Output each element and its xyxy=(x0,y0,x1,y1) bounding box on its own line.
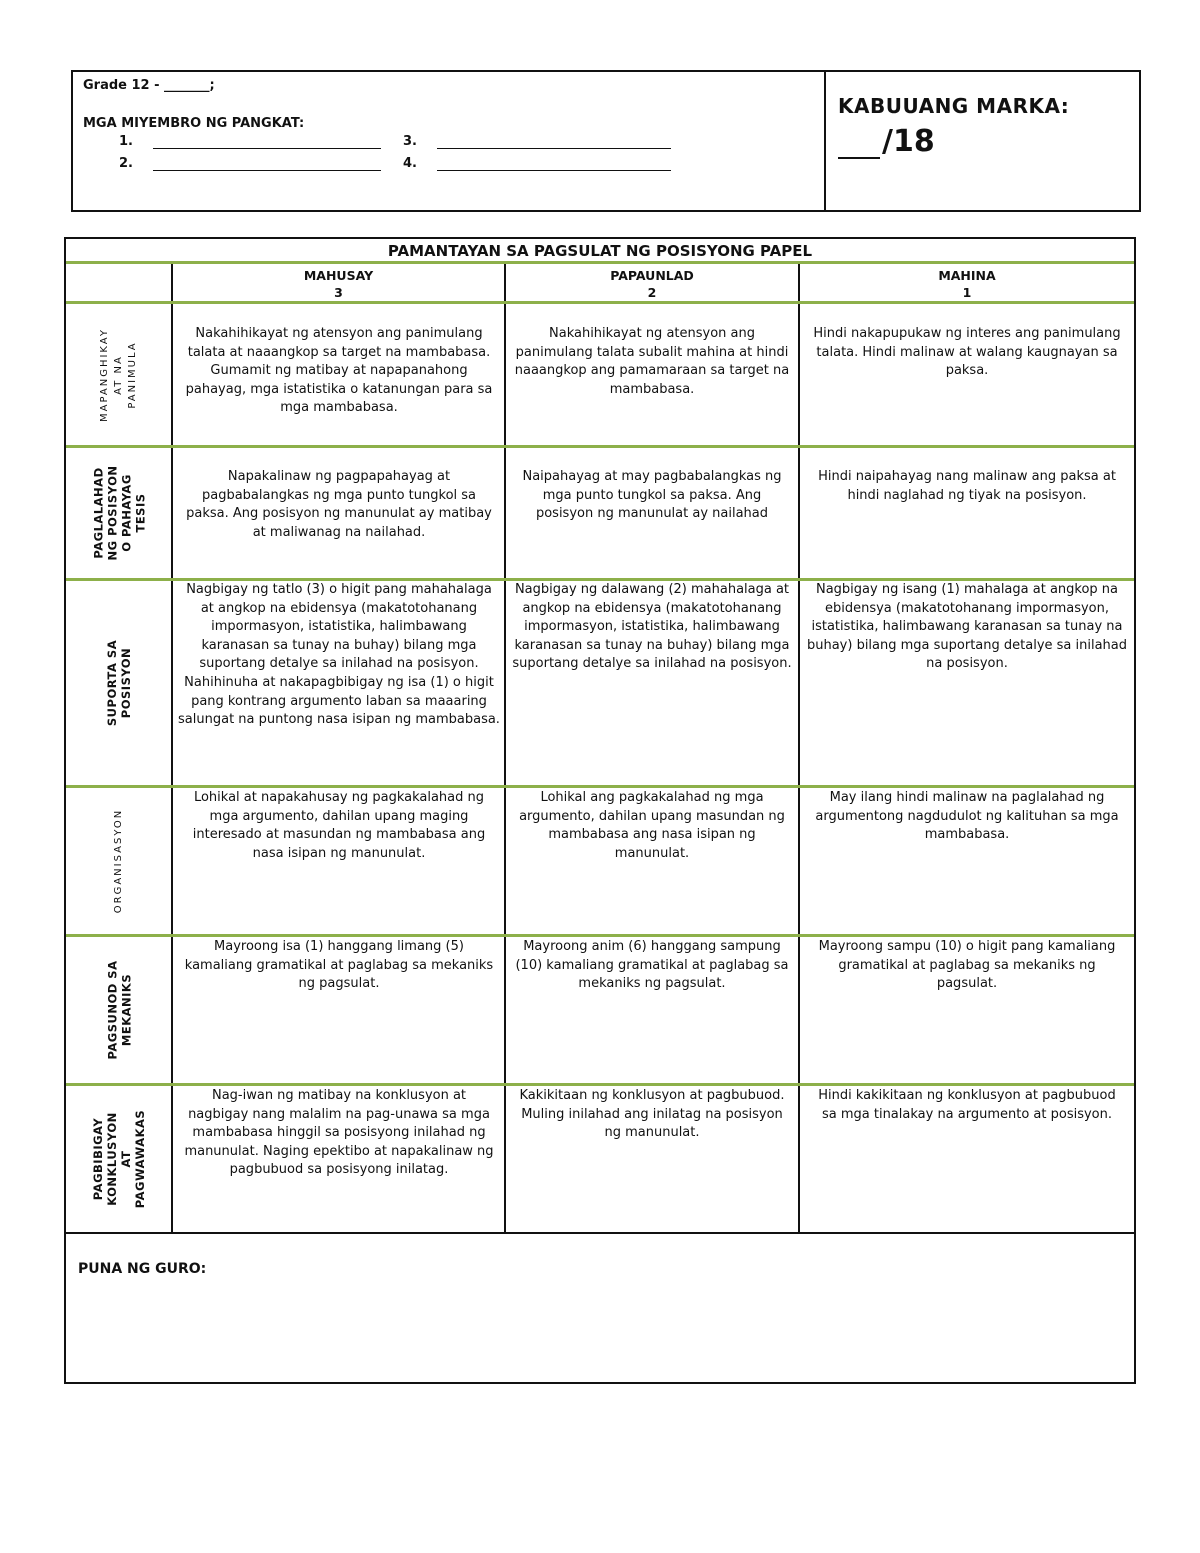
member-2-blank[interactable] xyxy=(153,158,381,171)
criterion-label: PAGSUNOD SA MEKANIKS xyxy=(105,960,133,1060)
level-papaunlad xyxy=(506,267,798,301)
criterion-label: PAGBIBIGAY KONKLUSYON AT PAGWAWAKAS xyxy=(91,1109,147,1209)
description-cell: Mayroong isa (1) hanggang limang (5) kamaliang gramatikal at paglabag sa mekaniks ng pagsulat. xyxy=(184,939,494,992)
description-cell: Hindi nakapupukaw ng interes ang panimulang talata. Hindi malinaw at walang kaugnayan sa paksa. xyxy=(813,326,1121,379)
header-box xyxy=(71,70,1141,212)
rubric-title: PAMANTAYAN SA PAGSULAT NG POSISYONG PAPEL xyxy=(66,239,1134,264)
description-cell: Kakikitaan ng konklusyon at pagbubuod. Muling inilahad ang inilatag na posisyon ng manunulat. xyxy=(519,1088,785,1141)
description-cell: Mayroong anim (6) hanggang sampung (10) kamaliang gramatikal at paglabag sa mekaniks ng pagsulat. xyxy=(515,939,789,992)
description-cell: Nagbigay ng dalawang (2) mahahalaga at angkop na ebidensya (makatotohanang impormasyon, istatistika, halimbawang karanasan sa tunay na buhay) bilang mga suportang detalye sa inilahad na posisyon. xyxy=(512,582,792,672)
row-separator xyxy=(66,785,1134,788)
column-divider xyxy=(798,264,800,1234)
score-label: KABUUANG MARKA: xyxy=(838,94,1070,118)
member-4-blank[interactable] xyxy=(437,158,671,171)
criterion-panimula xyxy=(66,304,172,445)
score-blank[interactable] xyxy=(838,131,880,159)
description-cell: Mayroong sampu (10) o higit pang kamaliang gramatikal at paglabag sa mekaniks ng pagsulat. xyxy=(818,939,1116,992)
member-number: 4. xyxy=(403,156,417,171)
member-1-blank[interactable] xyxy=(153,136,381,149)
member-1[interactable] xyxy=(119,134,381,149)
row-separator xyxy=(66,1083,1134,1086)
score-total-text: /18 xyxy=(882,124,935,159)
criterion-label: MAPANGHIKAY AT NA PANIMULA xyxy=(98,327,138,422)
criterion-posisyon xyxy=(66,448,172,578)
teacher-comments-label: PUNA NG GURO: xyxy=(78,1261,207,1277)
description-cell: Nakahihikayat ng atensyon ang panimulang talata at naaangkop sa target na mambabasa. Gumamit ng matibay at napapanahong pahayag, mga istatistika o katanungan para sa mga mambabasa. xyxy=(185,326,493,416)
member-number: 1. xyxy=(119,134,133,149)
criterion-label: ORGANISASYON xyxy=(112,808,124,914)
description-cell: Lohikal at napakahusay ng pagkakalahad ng mga argumento, dahilan upang maging interesado at masundan ng mambabasa ang nasa isipan ng manunulat. xyxy=(192,790,486,861)
criterion-suporta xyxy=(66,581,172,785)
member-3-blank[interactable] xyxy=(437,136,671,149)
description-cell: Nag-iwan ng matibay na konklusyon at nagbigay nang malalim na pag-unawa sa mga mambabasa hinggil sa posisyong inilahad ng manunulat. Naging epektibo at napakalinaw ng pagbubuod sa posisyong inilatag. xyxy=(184,1088,494,1178)
level-label: PAPAUNLAD xyxy=(610,268,694,283)
level-label: MAHINA xyxy=(938,268,996,283)
member-2[interactable] xyxy=(119,156,381,171)
column-divider xyxy=(504,264,506,1234)
score-total xyxy=(838,124,935,159)
description-cell: May ilang hindi malinaw na paglalahad ng argumentong nagdudulot ng kalituhan sa mga mambabasa. xyxy=(815,790,1119,843)
criterion-label: PAGLALAHAD NG POSISYON O PAHAYAG TESIS xyxy=(91,465,147,561)
description-cell: Hindi kakikitaan ng konklusyon at pagbubuod sa mga tinalakay na argumento at posisyon. xyxy=(818,1088,1116,1122)
criterion-konklusyon xyxy=(66,1086,172,1232)
description-cell: Nakahihikayat ng atensyon ang panimulang talata subalit mahina at hindi naaangkop ang pamamaraan sa target na mambabasa. xyxy=(514,326,790,397)
description-cell: Hindi naipahayag nang malinaw ang paksa at hindi naglahad ng tiyak na posisyon. xyxy=(818,469,1116,503)
row-separator xyxy=(66,301,1134,304)
teacher-comments-area[interactable] xyxy=(74,1285,1126,1375)
description-cell: Napakalinaw ng pagpapahayag at pagbabalangkas ng mga punto tungkol sa paksa. Ang posisyon ng manunulat ay matibay at maliwanag na nailahad. xyxy=(186,469,492,540)
level-mahusay xyxy=(173,267,504,301)
criterion-organisasyon xyxy=(66,788,172,934)
member-4[interactable] xyxy=(403,156,671,171)
score-box xyxy=(826,72,1139,210)
description-cell: Naipahayag at may pagbabalangkas ng mga punto tungkol sa paksa. Ang posisyon ng manunulat ay nailahad xyxy=(522,469,782,522)
rubric-table xyxy=(64,237,1136,1384)
row-separator xyxy=(66,934,1134,937)
members-label: MGA MIYEMBRO NG PANGKAT: xyxy=(83,116,305,131)
level-points: 2 xyxy=(647,285,657,300)
criterion-label: SUPORTA SA POSISYON xyxy=(105,639,133,727)
level-points: 1 xyxy=(962,285,972,300)
description-cell: Lohikal ang pagkakalahad ng mga argumento, dahilan upang masundan ng mambabasa ang nasa isipan ng manunulat. xyxy=(519,790,785,861)
row-separator xyxy=(66,445,1134,448)
description-cell: Nagbigay ng tatlo (3) o higit pang mahahalaga at angkop na ebidensya (makatotohanang impormasyon, istatistika, halimbawang karanasan sa tunay na buhay) bilang mga suportang detalye sa inilahad na posisyon. Nahihinuha at nakapagbibigay ng isa (1) o higit pang kontrang argumento laban sa maaaring salungat na puntong nasa isipan ng mambabasa. xyxy=(178,582,500,728)
level-mahina xyxy=(800,267,1134,301)
row-separator xyxy=(66,1232,1134,1234)
grade-label: Grade 12 - _______; xyxy=(83,78,215,93)
criterion-mekaniks xyxy=(66,937,172,1083)
description-cell: Nagbigay ng isang (1) mahalaga at angkop na ebidensya (makatotohanang impormasyon, istatistika, halimbawang karanasan sa tunay na buhay) bilang mga suportang detalye sa inilahad na posisyon. xyxy=(806,582,1128,672)
group-info xyxy=(73,72,826,210)
member-3[interactable] xyxy=(403,134,671,149)
member-number: 3. xyxy=(403,134,417,149)
member-number: 2. xyxy=(119,156,133,171)
level-label: MAHUSAY xyxy=(303,268,374,283)
level-points: 3 xyxy=(334,285,343,300)
